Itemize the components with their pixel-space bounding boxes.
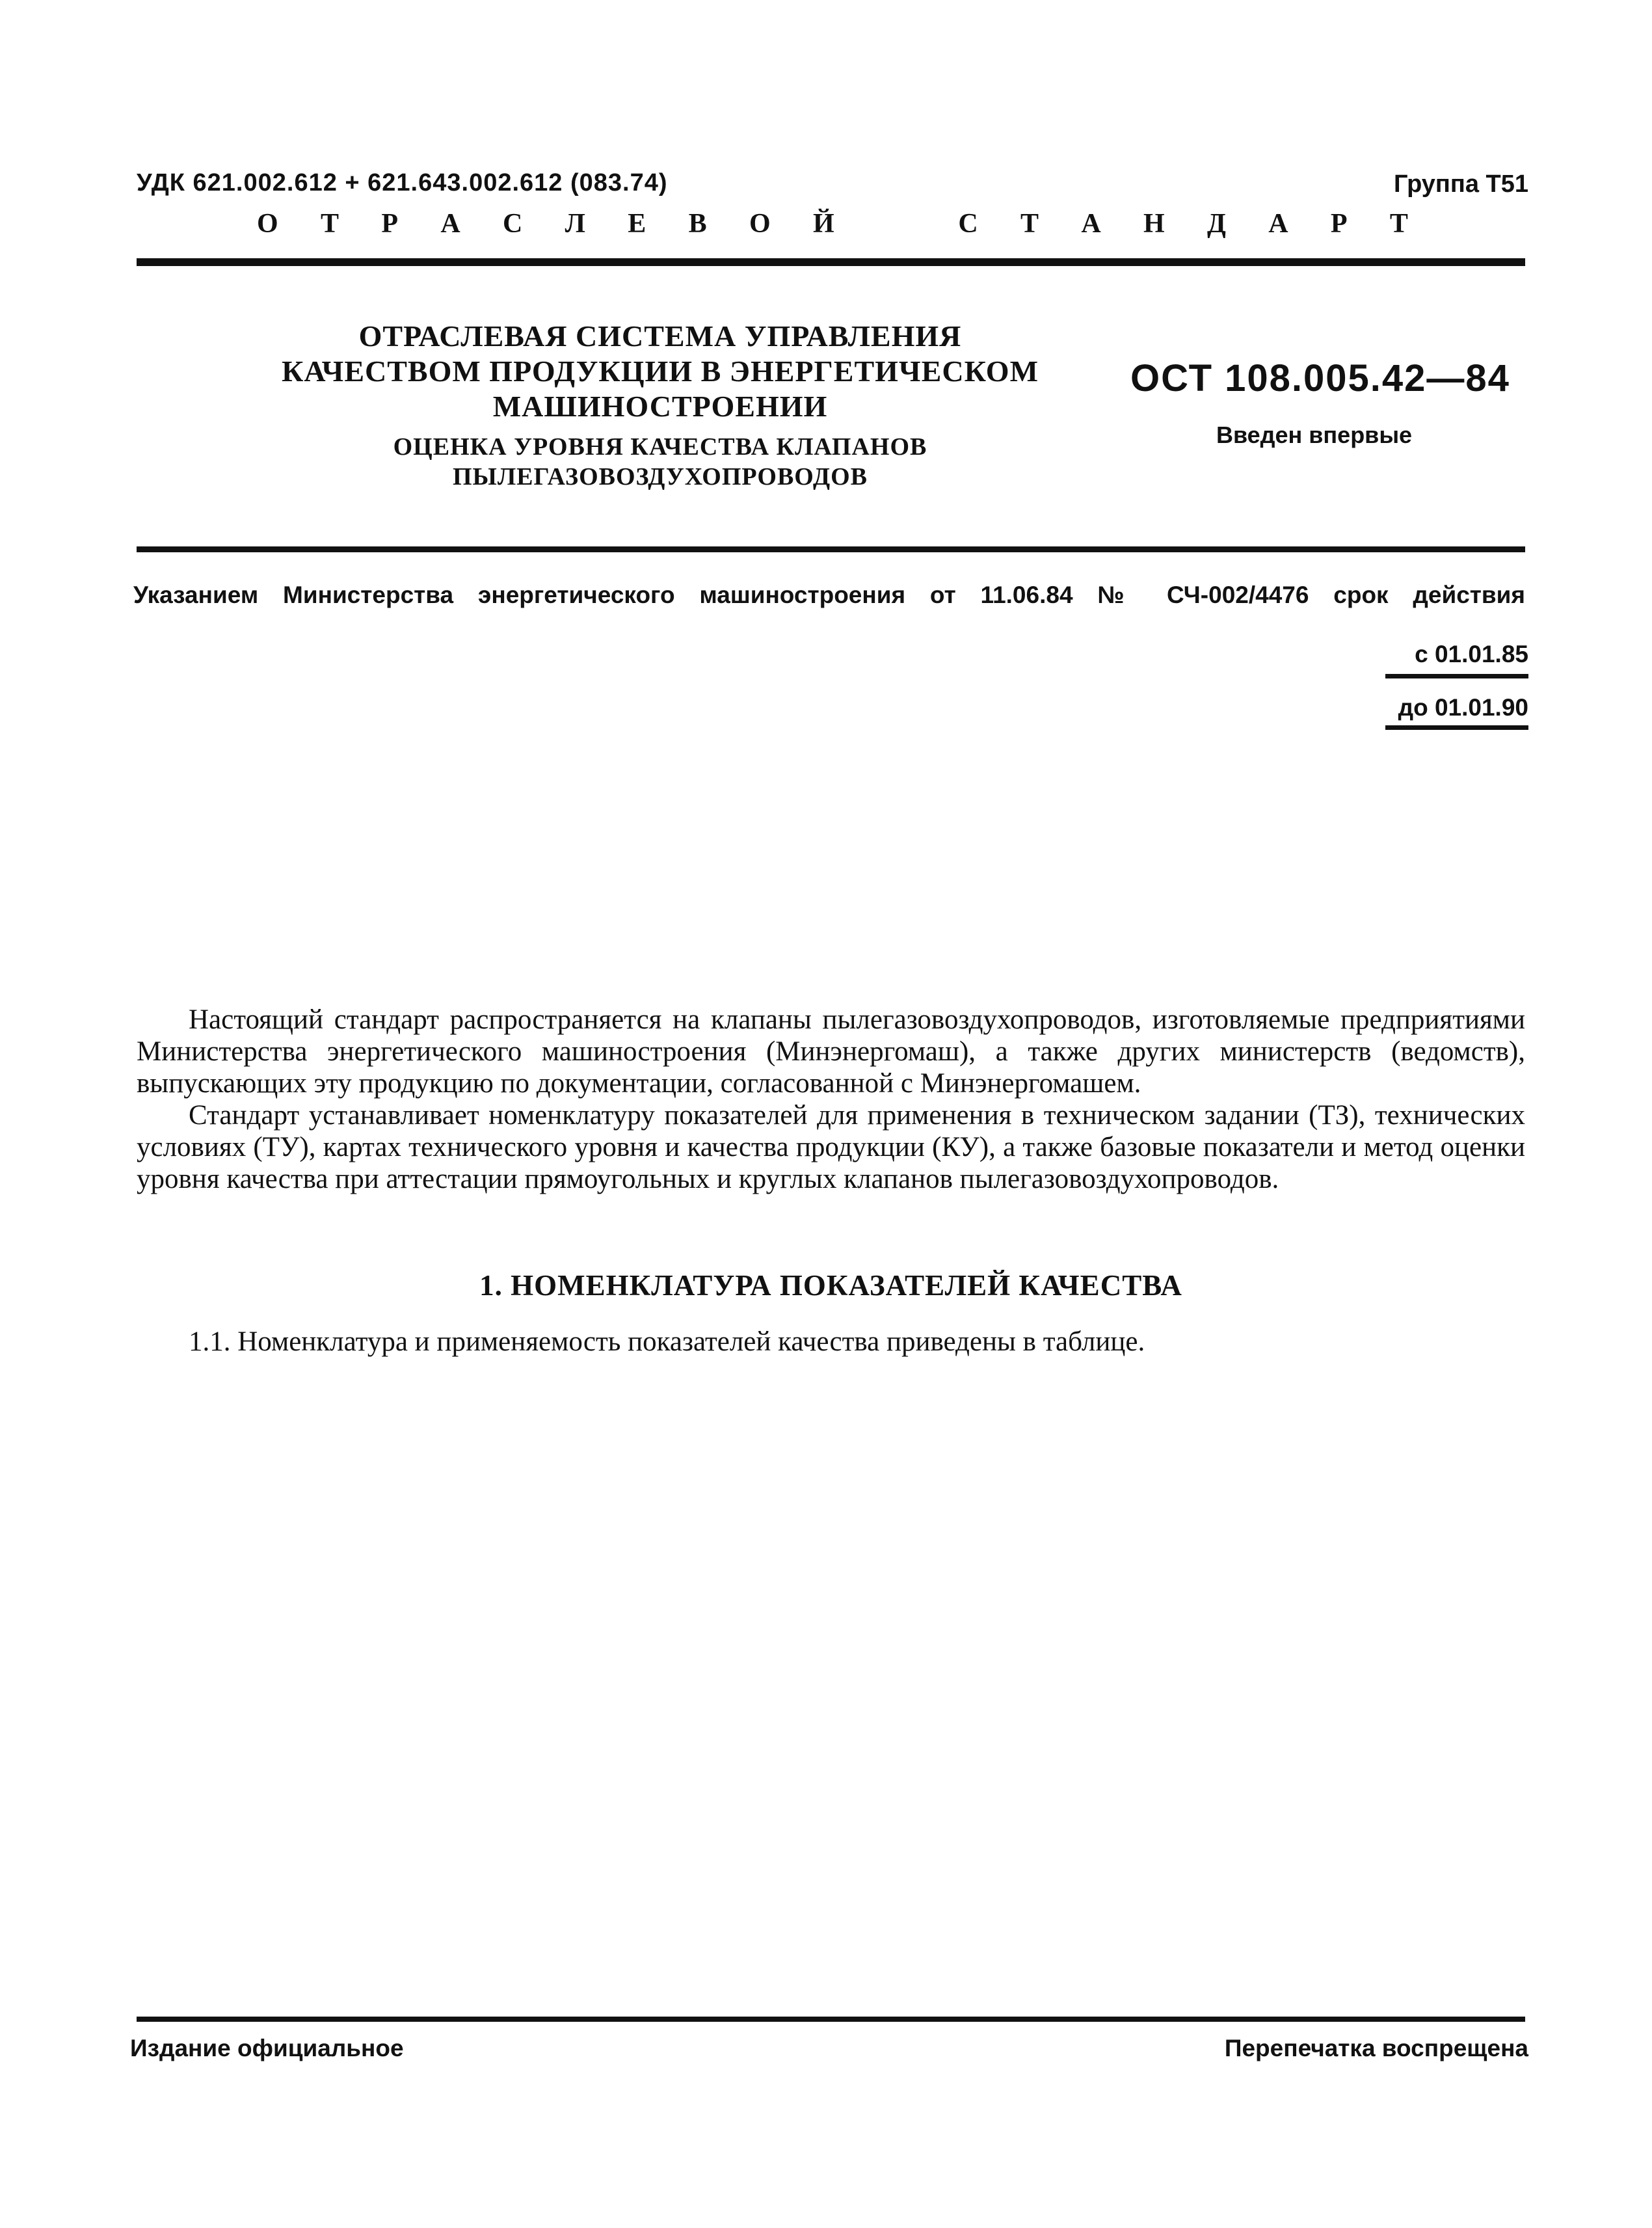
paragraph: Настоящий стандарт распространяется на клапаны пылегазовоздухопроводов, изготовляемые предприятиями Министерства энергетического машиностроения (Минэнергомаш), а также других министерств (ведомств), выпускающих эту продукцию по документации, согласованной с Минэнергомашем. [137,1004,1525,1099]
directive-text: Указанием Министерства энергетического машиностроения от 11.06.84 № СЧ-002/4476 срок действия [133,582,1525,608]
standard-banner [257,208,1408,239]
banner-letter: Р [381,209,398,239]
banner-letter: С [503,209,523,239]
subtitle-line: ОЦЕНКА УРОВНЯ КАЧЕСТВА КЛАПАНОВ [393,433,927,461]
paragraph: Стандарт устанавливает номенклатуру показателей для применения в техническом задании (ТЗ), технических условиях (ТУ), картах технического уровня и качества продукции (КУ), а также базовые показатели и метод оценки уровня качества при аттестации прямоугольных и круглых клапанов пылегазовоздухопроводов. [137,1100,1525,1194]
group-code: Группа Т51 [1393,170,1528,198]
clause-text: 1.1. Номенклатура и применяемость показателей качества приведены в таблице. [189,1326,1145,1357]
banner-letter: Д [1207,209,1226,239]
banner-letter: Л [565,209,585,239]
banner-letter: Н [1143,209,1165,239]
section-heading: 1. НОМЕНКЛАТУРА ПОКАЗАТЕЛЕЙ КАЧЕСТВА [479,1269,1182,1302]
banner-letter: О [257,209,278,239]
footer-reprint: Перепечатка воспрещена [1224,2035,1528,2061]
valid-from: с 01.01.85 [1415,641,1528,667]
title-line: ОТРАСЛЕВАЯ СИСТЕМА УПРАВЛЕНИЯ [358,319,962,353]
banner-letter: А [1268,209,1288,239]
body-text [137,1004,1525,1195]
header-rule [137,258,1525,266]
banner-letter: В [688,209,707,239]
footer-rule [137,2017,1525,2022]
banner-letter: Е [628,209,646,239]
title-line: КАЧЕСТВОМ ПРОДУКЦИИ В ЭНЕРГЕТИЧЕСКОМ [282,355,1039,388]
banner-letter: Р [1330,209,1348,239]
document-title [247,319,1073,492]
banner-letter: Й [812,209,834,239]
banner-letter: А [1081,209,1101,239]
title-rule [137,546,1525,552]
banner-letter: О [749,209,771,239]
valid-to-rule [1385,725,1528,730]
banner-letter: Т [1020,209,1039,239]
title-line: МАШИНОСТРОЕНИИ [492,390,828,423]
footer-edition: Издание официальное [130,2035,404,2061]
banner-letter: С [958,209,978,239]
valid-from-rule [1385,674,1528,678]
banner-letter: А [440,209,460,239]
udk-code: УДК 621.002.612 + 621.643.002.612 (083.74) [137,169,668,196]
introduced-note: Введен впервые [1216,422,1413,448]
banner-letter: Т [321,209,340,239]
subtitle-line: ПЫЛЕГАЗОВОЗДУХОПРОВОДОВ [452,463,868,490]
standard-code: ОСТ 108.005.42—84 [1130,357,1510,399]
banner-gap [877,208,916,239]
valid-to: до 01.01.90 [1398,694,1528,721]
banner-letter: Т [1389,209,1408,239]
